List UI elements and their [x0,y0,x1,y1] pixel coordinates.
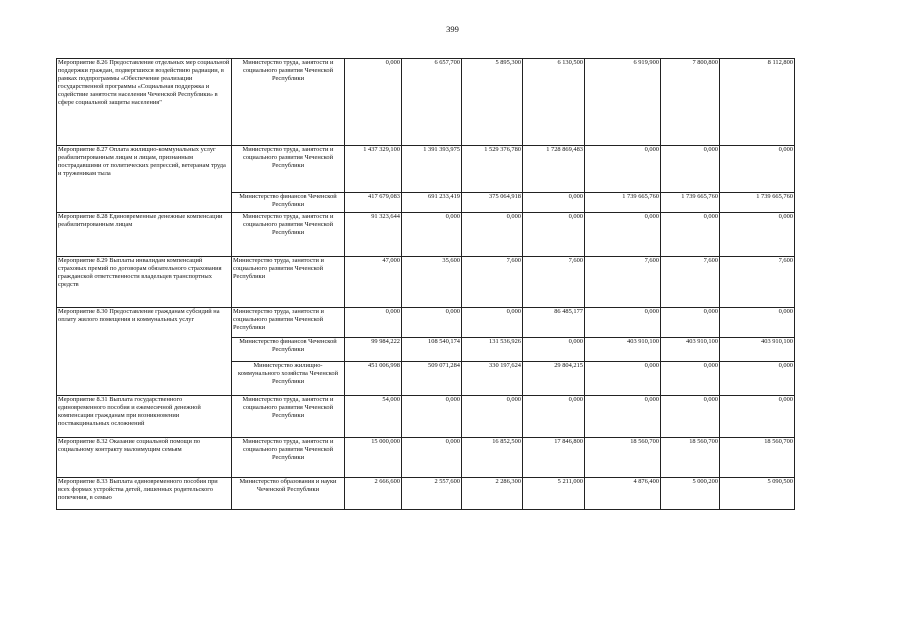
value-cell: 691 233,419 [402,193,462,213]
activity-description: Мероприятие 8.27 Оплата жилищно-коммунальных услуг реабилитированным лицам и лицам, признанным пострадавшими от политических репрессий, ветеранам труда и труженикам тыла [57,146,232,213]
activity-description: Мероприятие 8.29 Выплаты инвалидам компенсаций страховых премий по договорам обязательного страхования гражданской ответственности владельцев транспортных средств [57,257,232,308]
value-cell: 0,000 [462,308,523,338]
value-cell: 1 739 665,760 [585,193,661,213]
value-cell: 0,000 [720,362,795,396]
value-cell: 7 800,800 [661,59,720,146]
table-row [57,396,795,438]
value-cell: 403 910,100 [720,338,795,362]
activity-description: Мероприятие 8.32 Оказание социальной помощи по социальному контракту малоимущим семьям [57,438,232,478]
table-row [57,438,795,478]
value-cell: 7,600 [462,257,523,308]
page-number: 399 [446,24,459,34]
value-cell: 1 739 665,760 [661,193,720,213]
value-cell: 18 560,700 [661,438,720,478]
value-cell: 0,000 [661,308,720,338]
value-cell: 35,600 [402,257,462,308]
table-row [57,257,795,308]
table-row [57,478,795,510]
value-cell: 7,600 [661,257,720,308]
value-cell: 0,000 [523,213,585,257]
value-cell: 0,000 [523,338,585,362]
table-row [57,213,795,257]
value-cell: 54,000 [345,396,402,438]
activity-description: Мероприятие 8.33 Выплата единовременного пособия при всех формах устройства детей, лишенных родительского попечения, в семью [57,478,232,510]
table-row [57,308,795,338]
value-cell: 0,000 [585,362,661,396]
table-row [57,59,795,146]
executor-cell: Министерство труда, занятости и социального развития Чеченской Республики [232,396,345,438]
value-cell: 29 804,215 [523,362,585,396]
value-cell: 1 437 329,100 [345,146,402,193]
value-cell: 0,000 [585,213,661,257]
value-cell: 0,000 [661,362,720,396]
value-cell: 0,000 [585,146,661,193]
value-cell: 0,000 [661,396,720,438]
value-cell: 0,000 [402,396,462,438]
value-cell: 5 090,500 [720,478,795,510]
value-cell: 375 064,918 [462,193,523,213]
value-cell: 8 112,800 [720,59,795,146]
value-cell: 403 910,100 [661,338,720,362]
value-cell: 403 910,100 [585,338,661,362]
value-cell: 451 006,998 [345,362,402,396]
value-cell: 0,000 [462,213,523,257]
value-cell: 0,000 [720,308,795,338]
value-cell: 0,000 [720,146,795,193]
value-cell: 47,000 [345,257,402,308]
activity-description: Мероприятие 8.31 Выплата государственного единовременного пособия и ежемесячной денежной компенсации гражданам при возникновении поствакцинальных осложнений [57,396,232,438]
value-cell: 5 211,000 [523,478,585,510]
value-cell: 6 657,700 [402,59,462,146]
value-cell: 5 895,300 [462,59,523,146]
value-cell: 99 984,222 [345,338,402,362]
value-cell: 0,000 [402,308,462,338]
value-cell: 86 485,177 [523,308,585,338]
value-cell: 0,000 [523,193,585,213]
value-cell: 5 000,200 [661,478,720,510]
value-cell: 0,000 [585,396,661,438]
executor-cell: Министерство труда, занятости и социального развития Чеченской Республики [232,438,345,478]
activity-description: Мероприятие 8.26 Предоставление отдельных мер социальной поддержки граждан, подвергшихся воздействию радиации, в рамках подпрограммы «Обеспечение реализации государственной программы «Социальная поддержка и содействие занятости населения Чеченской Республики» в сфере социальной защиты населения" [57,59,232,146]
value-cell: 2 666,600 [345,478,402,510]
value-cell: 18 560,700 [585,438,661,478]
value-cell: 0,000 [661,146,720,193]
value-cell: 131 536,926 [462,338,523,362]
value-cell: 4 876,400 [585,478,661,510]
executor-cell: Министерство труда, занятости и социального развития Чеченской Республики [232,59,345,146]
executor-cell: Министерство труда, занятости и социального развития Чеченской Республики [232,308,345,338]
executor-cell: Министерство образования и науки Чеченской Республики [232,478,345,510]
value-cell: 0,000 [720,213,795,257]
executor-cell: Министерство финансов Чеченской Республики [232,338,345,362]
value-cell: 0,000 [720,396,795,438]
program-table [56,58,795,510]
value-cell: 91 323,644 [345,213,402,257]
value-cell: 1 728 869,483 [523,146,585,193]
value-cell: 15 000,000 [345,438,402,478]
value-cell: 108 540,174 [402,338,462,362]
value-cell: 6 130,500 [523,59,585,146]
executor-cell: Министерство финансов Чеченской Республики [232,193,345,213]
value-cell: 417 679,083 [345,193,402,213]
value-cell: 7,600 [585,257,661,308]
value-cell: 18 560,700 [720,438,795,478]
value-cell: 1 391 393,975 [402,146,462,193]
value-cell: 509 071,284 [402,362,462,396]
activity-description: Мероприятие 8.30 Предоставление гражданам субсидий на оплату жилого помещения и коммунальных услуг [57,308,232,396]
table-row [57,146,795,193]
value-cell: 6 919,900 [585,59,661,146]
value-cell: 7,600 [720,257,795,308]
value-cell: 0,000 [345,308,402,338]
value-cell: 16 852,500 [462,438,523,478]
value-cell: 0,000 [345,59,402,146]
executor-cell: Министерство труда, занятости и социального развития Чеченской Республики [232,257,345,308]
value-cell: 0,000 [462,396,523,438]
value-cell: 0,000 [661,213,720,257]
executor-cell: Министерство труда, занятости и социального развития Чеченской Республики [232,213,345,257]
value-cell: 1 739 665,760 [720,193,795,213]
value-cell: 17 846,800 [523,438,585,478]
value-cell: 2 557,600 [402,478,462,510]
activity-description: Мероприятие 8.28 Единовременные денежные компенсации реабилитированным лицам [57,213,232,257]
executor-cell: Министерство жилищно-коммунального хозяйства Чеченской Республики [232,362,345,396]
value-cell: 0,000 [523,396,585,438]
value-cell: 0,000 [402,438,462,478]
value-cell: 0,000 [585,308,661,338]
executor-cell: Министерство труда, занятости и социального развития Чеченской Республики [232,146,345,193]
value-cell: 7,600 [523,257,585,308]
value-cell: 1 529 376,780 [462,146,523,193]
value-cell: 0,000 [402,213,462,257]
value-cell: 330 197,624 [462,362,523,396]
value-cell: 2 286,300 [462,478,523,510]
